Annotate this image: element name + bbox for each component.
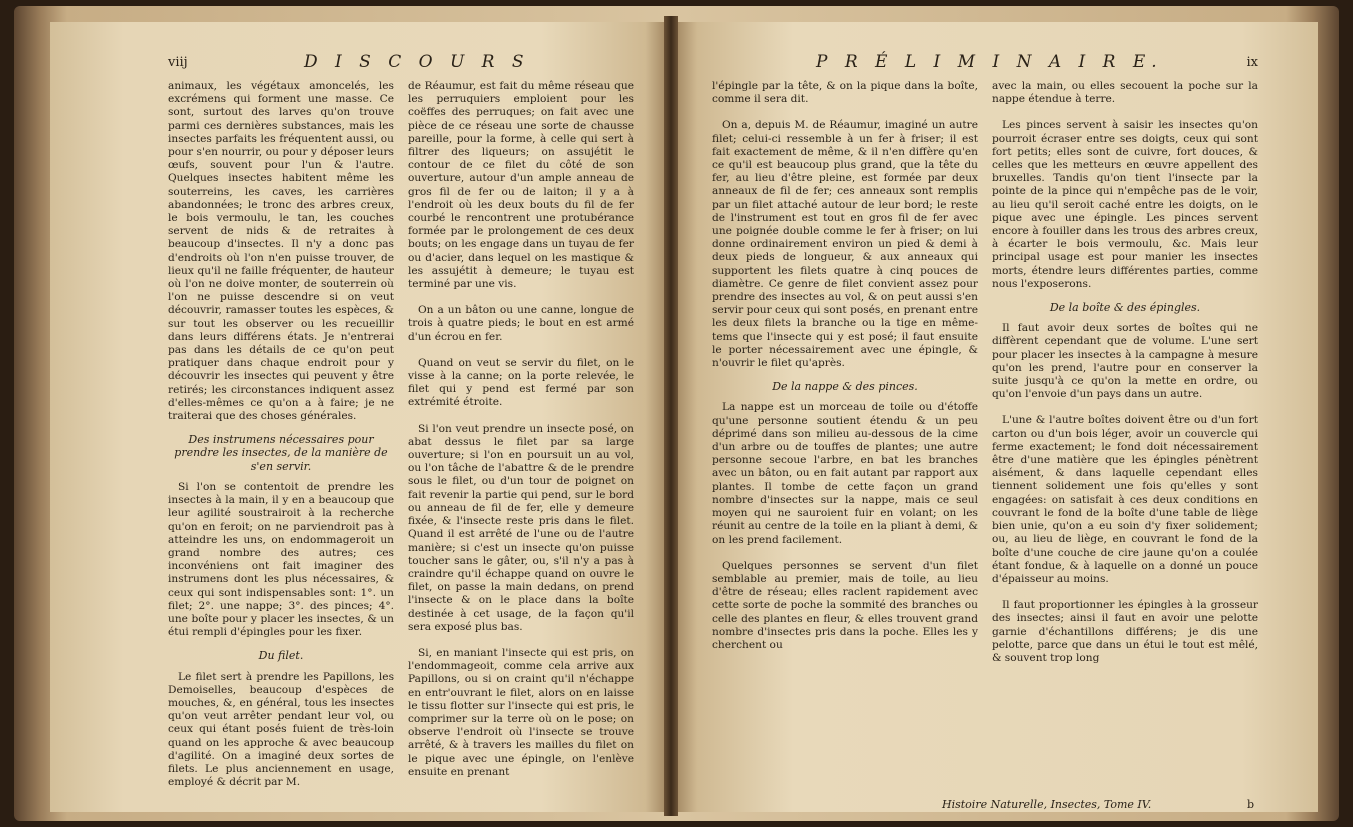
right-column-2 [992,80,1258,668]
section-heading: Du filet. [258,649,304,663]
paragraph: Si l'on veut prendre un insecte posé, on abat dessus le filet par sa large ouverture; si l'on en poursuit un au vol, ou l'on tâche de l'abattre & de le prendre sous le filet, ou d'un tour de poignet on fait revenir la partie qui pend, sur le bord ou anneau de fil de fer, elle y demeure fixée, & l'insecte reste pris dans le filet. Quand il est arrêté de l'une ou de l'autre manière; si c'est un insecte qu'on puisse toucher sans le gâter, ou, s'il n'y a pas à craindre qu'il échappe quand on ouvre le filet, on passe la main dedans, on prend l'insecte & on le place dans la boîte destinée à cet usage, de la façon qu'il sera exposé plus bas. [408,422,634,633]
right-page [678,22,1318,812]
left-page-number: viij [168,55,188,70]
paragraph: Si l'on se contentoit de prendre les insectes à la main, il y en a beaucoup que leur agilité soustrairoit à la recherche qu'on en feroit; on ne parviendroit pas à atteindre les uns, on endommageroit un grand nombre des autres; ces inconvéniens ont fait imaginer des instrumens dont les plus nécessaires, & ceux qui sont indispensables sont: 1°. un filet; 2°. une nappe; 3°. des pinces; 4°. une boîte pour y placer les insectes, & un étui rempli d'épingles pour les fixer. [168,480,394,639]
open-book [14,6,1339,821]
paragraph: Il faut proportionner les épingles à la grosseur des insectes; ainsi il faut en avoir une pelotte garnie d'échantillons différens; je dis une pelotte, parce que dans un étui le tout est mêlé, & souvent trop long [992,599,1258,664]
left-column-2 [408,80,634,792]
book-gutter [664,16,678,816]
paragraph: Si, en maniant l'insecte qui est pris, on l'endommageoit, comme cela arrive aux Papillons, ou si on craint qu'il n'échappe en entr'ouvrant le filet, alors on en laisse le tissu flotter sur l'insecte qui est pris, le comprimer sur la terre où on le pose; on observe l'endroit où l'insecte se trouve arrêté, & à travers les mailles du filet on le pique avec une épingle, on l'enlève ensuite en prenant [408,646,634,778]
left-column-1 [168,80,394,792]
section-heading: De la boîte & des épingles. [1049,301,1201,315]
signature-mark: b [1246,798,1254,811]
section-heading: Des instrumens nécessaires pour prendre les insectes, de la manière de s'en servir. [174,433,388,473]
paragraph: Il faut avoir deux sortes de boîtes qui ne diffèrent cependant que de volume. L'une sert pour placer les insectes à la campagne à mesure qu'on les prend, l'autre pour en conserver la suite jusqu'à ce qu'on la mette en ordre, ou qu'on l'envoie d'un pays dans un autre. [992,322,1258,401]
paragraph: Quand on veut se servir du filet, on le visse à la canne; on la porte relevée, le filet qui y pend est fermé par son extrémité étroite. [408,356,634,409]
paragraph: l'épingle par la tête, & on la pique dans la boîte, comme il sera dit. [712,80,978,106]
paragraph: avec la main, ou elles secouent la poche sur la nappe étendue à terre. [992,80,1258,106]
paragraph: Le filet sert à prendre les Papillons, les Demoiselles, beaucoup d'espèces de mouches, &, en général, tous les insectes qu'on veut arrêter pendant leur vol, ou ceux qui étant posés fuient de très-loin quand on les approche & avec beaucoup d'agilité. On a imaginé deux sortes de filets. Le plus anciennement en usage, employé & décrit par M. [168,670,394,789]
paragraph: Quelques personnes se servent d'un filet semblable au premier, mais de toile, au lieu d'être de réseau; elles raclent rapidement avec cette sorte de poche la sommité des branches ou celle des plantes en fleur, & elles trouvent grand nombre d'insectes pris dans la poche. Elles les y cherchent ou [712,559,978,651]
left-running-title: D I S C O U R S [304,52,530,72]
right-columns [712,80,1258,668]
paragraph: L'une & l'autre boîtes doivent être ou d'un fort carton ou d'un bois léger, avoir un couvercle qui ferme exactement; le fond doit nécessairement être d'une matière que les épingles pénètrent aisément, & dans laquelle cependant elles tiennent solidement une fois qu'elles y sont engagées: on satisfait à ces deux conditions en couvrant le fond de la boîte d'une table de liège bien unie, qu'on a eu soin d'y fixer solidement; ou, au lieu de liège, en couvrant le fond de la boîte d'une couche de cire jaune qu'on a coulée étant fondue, & à laquelle on a donné un pouce d'épaisseur au moins. [992,414,1258,585]
paragraph: animaux, les végétaux amoncelés, les excrémens qui forment une masse. Ce sont, surtout des larves qu'on trouve parmi ces dernières substances, mais les insectes parfaits les fréquentent aussi, ou pour s'en nourrir, ou pour y déposer leurs œufs, souvent pour l'un & l'autre. Quelques insectes habitent même les souterreins, les caves, les carrières abandonnées; le tronc des arbres creux, le bois vermoulu, le tan, les couches servent de nids & de retraites à beaucoup d'insectes. Il n'y a donc pas d'endroits où l'on n'en puisse trouver, de lieux qu'il ne faille fréquenter, de hauteur où l'on ne doive monter, de souterrein où l'on ne puisse descendre si on veut découvrir, ramasser toutes les espèces, & sur tout les observer ou les recueillir dans leurs différens états. Je n'entrerai pas dans les détails de ce qu'on peut pratiquer dans chaque endroit pour y découvrir les insectes qui peuvent y être retirés; les circonstances indiquent assez d'elles-mêmes ce qu'on a à faire; je ne traiterai que des choses générales. [168,80,394,423]
right-page-number: ix [1246,55,1258,70]
paragraph: La nappe est un morceau de toile ou d'étoffe qu'une personne soutient étendu & un peu déprimé dans son milieu au-dessous de la cime d'un arbre ou de touffes de plantes; une autre personne secoue l'arbre, en bat les branches avec un bâton, ou en fait autant par rapport aux plantes. Il tombe de cette façon un grand nombre d'insectes sur la nappe, mais ce seul moyen qui ne sauroient fuir en volant; on les réunit au centre de la toile en la pliant à demi, & on les prend facilement. [712,401,978,546]
left-page [50,22,664,812]
paragraph: On a, depuis M. de Réaumur, imaginé un autre filet; celui-ci ressemble à un fer à friser; il est fait exactement de même, & il n'en diffère qu'en ce qu'il est beaucoup plus grand, que la tête du fer, au lieu d'être pleine, est formée par deux anneaux de fil de fer; ces anneaux sont remplis par un filet attaché autour de leur bord; le reste de l'instrument est tout en gros fil de fer avec une poignée double comme le fer à friser; on lui donne ordinairement environ un pied & demi à deux pieds de longueur, & aux anneaux qui supportent les filets quatre à cinq pouces de diamètre. Ce genre de filet convient assez pour prendre des insectes au vol, & on peut aussi s'en servir pour ceux qui sont posés, en prenant entre les deux filets la branche ou la tige en même-tems que l'insecte qui y est posé; il faut ensuite le porter nécessairement avec une épingle, & n'ouvrir le filet qu'après. [712,119,978,370]
right-column-1 [712,80,978,668]
paragraph: Les pinces servent à saisir les insectes qu'on pourroit écraser entre ses doigts, ceux qui sont fort petits; elles sont de cuivre, fort douces, & celles que les metteurs en œuvre appellent des bruxelles. Tandis qu'on tient l'insecte par la pointe de la pince qui n'empêche pas de le voir, au lieu qu'il seroit caché entre les doigts, on le pique avec une épingle. Les pinces servent encore à fouiller dans les trous des arbres creux, à écarter le bois vermoulu, &c. Mais leur principal usage est pour manier les insectes morts, étendre leurs différentes parties, comme nous l'exposerons. [992,119,1258,290]
section-heading: De la nappe & des pinces. [772,380,918,394]
left-running-head [168,52,634,80]
left-columns [168,80,634,792]
right-running-title: P R É L I M I N A I R E. [816,52,1163,72]
paragraph: On a un bâton ou une canne, longue de trois à quatre pieds; le bout en est armé d'un écrou en fer. [408,304,634,343]
signature-line: Histoire Naturelle, Insectes, Tome IV. [942,798,1152,811]
paragraph: de Réaumur, est fait du même réseau que les perruquiers emploient pour les coëffes des perruques; on fait avec une pièce de ce réseau une sorte de chausse pareille, pour la forme, à celle qui sert à filtrer des liqueurs; on assujétit le contour de ce filet du côté de son ouverture, autour d'un ample anneau de gros fil de fer ou de laiton; il y a à l'endroit où les deux bouts du fil de fer courbé le rencontrent une protubérance formée par le prolongement de ces deux bouts; on les engage dans un tuyau de fer ou d'acier, dans lequel on les mastique & les assujétit à demeure; le tuyau est terminé par une vis. [408,80,634,291]
right-running-head [712,52,1258,80]
